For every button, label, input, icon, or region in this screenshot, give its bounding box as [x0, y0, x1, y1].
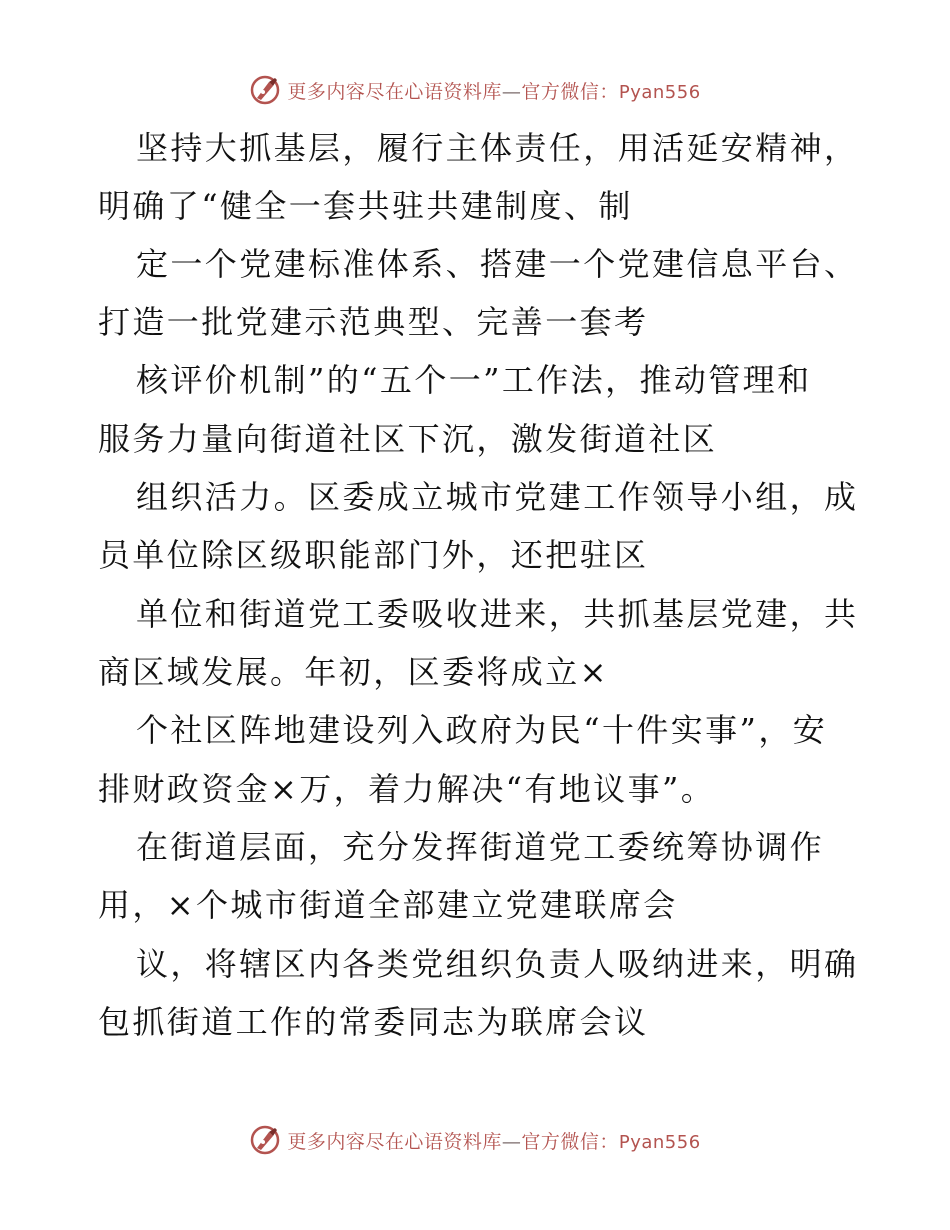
- text-line: 定一个党建标准体系、搭建一个党建信息平台、: [136, 245, 859, 283]
- text-line: 明确了“健全一套共驻共建制度、制: [98, 187, 633, 225]
- text-line: 组织活力。区委成立城市党建工作领导小组，成: [136, 478, 859, 516]
- text-line: 包抓街道工作的常委同志为联席会议: [98, 1003, 649, 1041]
- footer-watermark: [0, 1122, 950, 1158]
- text-line: 在街道层面，充分发挥街道党工委统筹协调作: [136, 828, 825, 866]
- watermark-title: 更多内容尽在心语资料库: [287, 1130, 502, 1153]
- watermark-wechat-label: 官方微信：: [521, 1130, 619, 1153]
- watermark-wechat-id: Pyan556: [618, 1131, 701, 1153]
- text-line: 商区域发展。年初，区委将成立×: [98, 653, 609, 691]
- text-line: 排财政资金×万，着力解决“有地议事”。: [98, 770, 716, 808]
- watermark-separator: —: [501, 1130, 522, 1153]
- text-line: 员单位除区级职能部门外，还把驻区: [98, 536, 649, 574]
- text-line: 单位和街道党工委吸收进来，共抓基层党建，共: [136, 595, 859, 633]
- text-line: 议，将辖区内各类党组织负责人吸纳进来，明确: [136, 945, 859, 983]
- watermark-separator: —: [501, 80, 522, 103]
- watermark-text: [287, 1127, 700, 1154]
- text-line: 打造一批党建示范典型、完善一套考: [98, 303, 649, 341]
- text-line: 坚持大抓基层，履行主体责任，用活延安精神，: [136, 129, 859, 167]
- text-line: 个社区阵地建设列入政府为民“十件实事”，安: [136, 711, 828, 749]
- watermark-wechat-label: 官方微信：: [521, 80, 619, 103]
- watermark-title: 更多内容尽在心语资料库: [287, 80, 502, 103]
- text-line: 服务力量向街道社区下沉，激发街道社区: [98, 420, 718, 458]
- text-line: 核评价机制”的“五个一”工作法，推动管理和: [136, 361, 812, 399]
- text-line: 用，×个城市街道全部建立党建联席会: [98, 886, 678, 924]
- pen-nib-circle-icon: [249, 1124, 281, 1156]
- watermark-wechat-id: Pyan556: [618, 81, 701, 103]
